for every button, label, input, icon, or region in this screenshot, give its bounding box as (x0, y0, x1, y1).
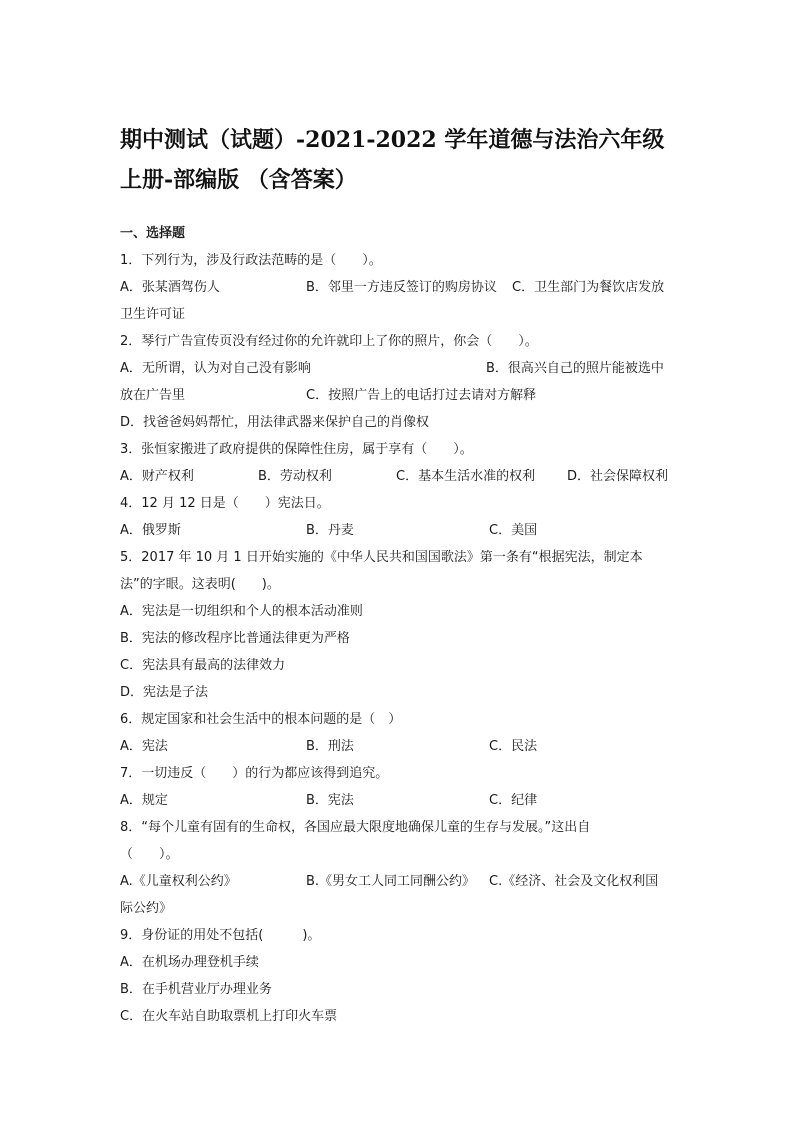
question-8-stem-continued: （ ）。 (120, 847, 179, 862)
question-6-options (120, 733, 680, 760)
question-2-option-c: C．按照广告上的电话打过去请对方解释 (306, 388, 537, 403)
question-7-option-b: B．宪法 (306, 793, 354, 808)
question-8-stem: 8．“每个儿童有固有的生命权，各国应最大限度地确保儿童的生存与发展。”这出自 (120, 820, 591, 835)
question-9-option-b: B．在手机营业厅办理业务 (120, 982, 272, 997)
question-4-option-c: C．美国 (489, 523, 538, 538)
question-2-options-row-2 (120, 382, 680, 409)
question-3-option-a: A．财产权利 (120, 469, 194, 484)
question-9-option-a: A．在机场办理登机手续 (120, 955, 259, 970)
question-1-option-c: C．卫生部门为餐饮店发放 (512, 280, 665, 295)
question-2-option-a: A．无所谓，认为对自己没有影响 (120, 361, 311, 376)
question-6-option-b: B．刑法 (306, 739, 354, 754)
question-4-stem: 4．12 月 12 日是（ ）宪法日。 (120, 496, 330, 511)
question-6-option-a: A．宪法 (120, 739, 168, 754)
question-6-option-c: C．民法 (489, 739, 538, 754)
question-list (120, 220, 680, 1030)
question-2-option-b: B．很高兴自己的照片能被选中 (486, 361, 664, 376)
question-4-option-a: A．俄罗斯 (120, 523, 181, 538)
question-1-stem: 1．下列行为，涉及行政法范畴的是（ ）。 (120, 253, 382, 268)
question-8-option-c-continued: 际公约》 (120, 901, 173, 916)
question-8-option-a: A.《儿童权利公约》 (120, 874, 237, 889)
question-7-options (120, 787, 680, 814)
question-1-option-a: A．张某酒驾伤人 (120, 280, 220, 295)
question-5-option-b: B．宪法的修改程序比普通法律更为严格 (120, 631, 350, 646)
question-1-options (120, 274, 680, 301)
question-5-stem: 5．2017 年 10 月 1 日开始实施的《中华人民共和国国歌法》第一条有“根据宪法，制定本 (120, 550, 643, 565)
question-2-stem: 2．琴行广告宣传页没有经过你的允许就印上了你的照片，你会（ ）。 (120, 334, 538, 349)
question-4-option-b: B．丹麦 (306, 523, 354, 538)
question-7-stem: 7．一切违反（ ）的行为都应该得到追究。 (120, 766, 389, 781)
question-3-options (120, 463, 680, 490)
question-5-option-a: A．宪法是一切组织和个人的根本活动准则 (120, 604, 363, 619)
question-8-option-c: C.《经济、社会及文化权利国 (489, 874, 659, 889)
question-8-options (120, 868, 680, 895)
question-3-option-d: D．社会保障权利 (567, 469, 669, 484)
question-5-option-d: D．宪法是子法 (120, 685, 209, 700)
document-title (120, 120, 685, 200)
question-1-option-b: B．邻里一方违反签订的购房协议 (306, 280, 497, 295)
question-8-option-b: B.《男女工人同工同酬公约》 (306, 874, 476, 889)
question-5-stem-continued: 法”的字眼。这表明( )。 (120, 577, 280, 592)
question-2-options-row-1 (120, 355, 680, 382)
title-line-2: 上册-部编版 （含答案） (120, 167, 357, 193)
section-heading: 一、选择题 (120, 226, 186, 241)
question-3-option-b: B．劳动权利 (258, 469, 332, 484)
question-4-options (120, 517, 680, 544)
question-3-option-c: C．基本生活水准的权利 (396, 469, 536, 484)
question-3-stem: 3．张恒家搬进了政府提供的保障性住房，属于享有（ ）。 (120, 442, 473, 457)
question-9-option-c: C．在火车站自助取票机上打印火车票 (120, 1009, 338, 1024)
question-6-stem: 6．规定国家和社会生活中的根本问题的是（ ） (120, 712, 402, 727)
question-1-option-c-continued: 卫生许可证 (120, 307, 186, 322)
question-7-option-a: A．规定 (120, 793, 168, 808)
question-2-option-b-continued: 放在广告里 (120, 388, 186, 403)
title-line-1: 期中测试（试题）-2021-2022 学年道德与法治六年级 (120, 127, 665, 153)
question-7-option-c: C．纪律 (489, 793, 538, 808)
question-5-option-c: C．宪法具有最高的法律效力 (120, 658, 286, 673)
question-2-option-d: D．找爸爸妈妈帮忙，用法律武器来保护自己的肖像权 (120, 415, 430, 430)
question-9-stem: 9．身份证的用处不包括( )。 (120, 928, 321, 943)
